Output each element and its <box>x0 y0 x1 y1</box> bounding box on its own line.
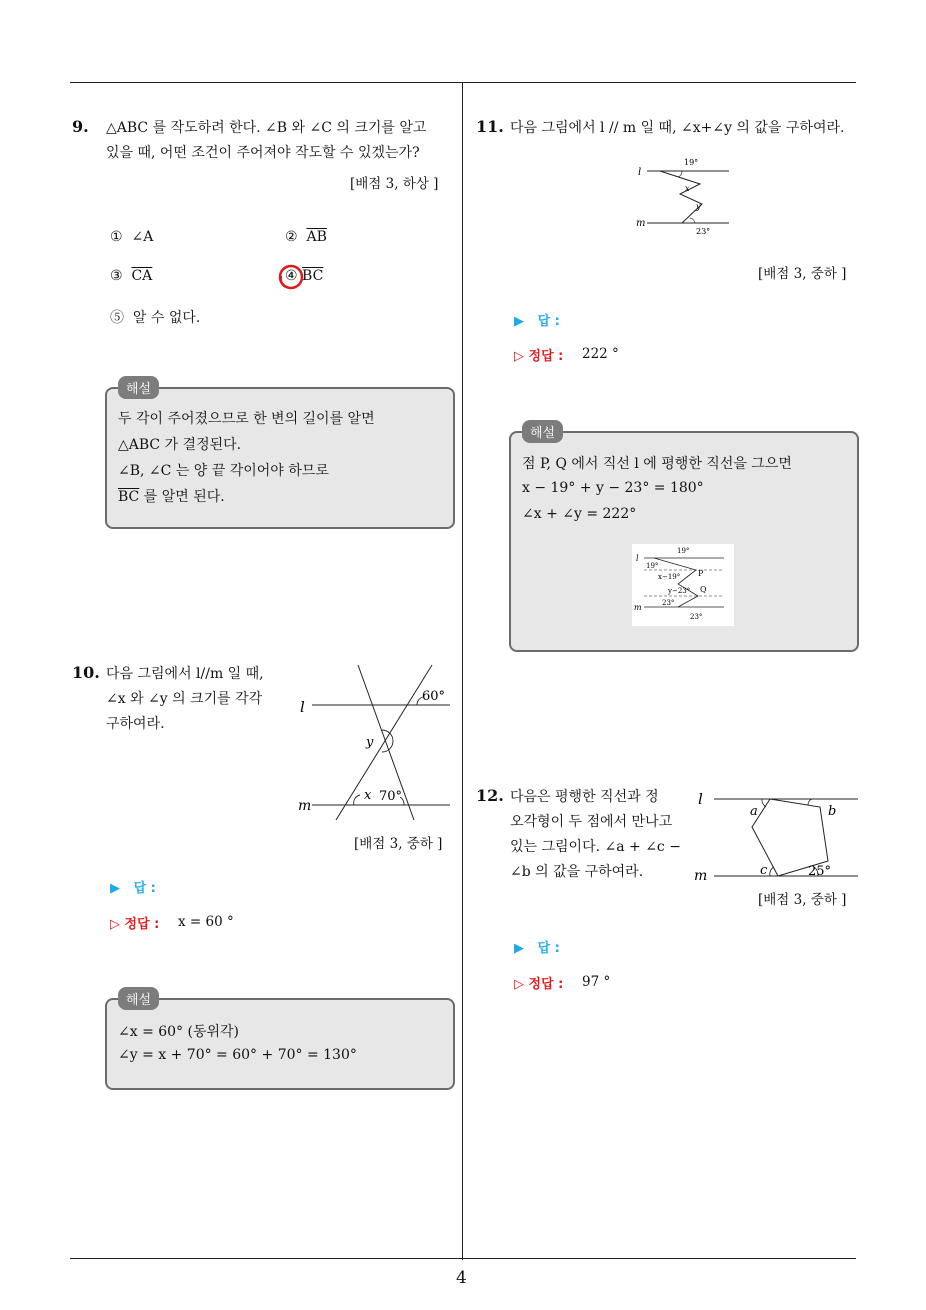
answer-triangle-icon: ▶ <box>514 941 524 956</box>
q11-correct-row: ▷ 정답 : <box>514 349 564 364</box>
q11-fig-x: x <box>685 184 690 193</box>
q12-line1: 다음은 평행한 직선과 정 <box>510 789 659 805</box>
top-rule <box>70 82 856 83</box>
q10-correct-row: ▷ 정답 : <box>110 917 160 932</box>
q10-fig-x: x <box>364 788 372 803</box>
q11-solfig-19-left: 19° <box>646 562 659 570</box>
q9-choice-2[interactable]: ② $\overline{AB}$ <box>285 229 327 245</box>
q9-solution-line1: 두 각이 주어졌으므로 한 변의 길이를 알면 <box>118 411 375 427</box>
q11-score: [배점 3, 중하 ] <box>758 266 847 282</box>
q10-line1: 다음 그림에서 l//m 일 때, <box>106 666 264 682</box>
q11-solfig-Q: Q <box>700 585 707 594</box>
q10-solution-line1: ∠x = 60° (동위각) <box>118 1024 240 1040</box>
correct-triangle-icon: ▷ <box>514 977 524 992</box>
q11-correct-value: 222 ° <box>582 346 619 362</box>
q11-solution-tag: 해설 <box>522 420 563 443</box>
q11-solution-line3: ∠x + ∠y = 222° <box>522 506 637 522</box>
bottom-rule <box>70 1258 856 1259</box>
q9-line1: △ABC 를 작도하려 한다. ∠B 와 ∠C 의 크기를 알고 <box>106 120 427 136</box>
q10-score: [배점 3, 중하 ] <box>354 836 443 852</box>
q11-solution-line1: 점 P, Q 에서 직선 l 에 평행한 직선을 그으면 <box>522 456 792 472</box>
q9-solution-line4: $\overline{BC}$ 를 알면 된다. <box>118 489 225 505</box>
q10-line2: ∠x 와 ∠y 의 크기를 각각 <box>106 691 263 707</box>
q11-solfig-m: m <box>634 603 642 612</box>
q9-choice-5[interactable]: ⑤ 알 수 없다. <box>110 310 201 326</box>
q9-score: [배점 3, 하상 ] <box>350 176 439 192</box>
q10-solution-line2: ∠y = x + 70° = 60° + 70° = 130° <box>118 1047 357 1063</box>
q12-number: 12. <box>476 786 504 805</box>
column-divider <box>462 82 463 1260</box>
q12-answer-row[interactable]: ▶ 답 : <box>514 941 560 956</box>
q12-score: [배점 3, 중하 ] <box>758 892 847 908</box>
q12-line3: 있는 그림이다. ∠a + ∠c − <box>510 839 681 855</box>
q10-number: 10. <box>72 663 100 682</box>
q12-line2: 오각형이 두 점에서 만나고 <box>510 814 673 830</box>
q10-line3: 구하여라. <box>106 716 165 732</box>
q11-fig-23: 23° <box>696 227 711 236</box>
q10-fig-y: y <box>366 735 374 750</box>
q10-correct-value: x = 60 ° <box>178 914 234 930</box>
q11-fig-y: y <box>696 202 701 211</box>
q9-choice-3[interactable]: ③ $\overline{CA}$ <box>110 268 153 284</box>
q10-figure <box>292 660 457 820</box>
q11-solfig-19-top: 19° <box>677 547 690 555</box>
q12-fig-25: 25° <box>808 864 832 879</box>
answer-triangle-icon: ▶ <box>110 881 120 896</box>
q10-solution-tag: 해설 <box>118 987 159 1010</box>
q11-fig-19: 19° <box>684 158 699 167</box>
q11-solfig-P: P <box>698 569 704 578</box>
q10-fig-70: 70° <box>379 789 403 804</box>
q11-fig-l: l <box>638 167 642 178</box>
q12-correct-value: 97 ° <box>582 974 611 990</box>
q10-fig-l: l <box>300 698 305 716</box>
q11-solfig-23-bottom: 23° <box>690 613 703 621</box>
q11-solfig-y-23: y−23° <box>668 587 691 595</box>
q11-line1: 다음 그림에서 l // m 일 때, ∠x+∠y 의 값을 구하여라. <box>510 120 845 136</box>
q11-solution-figure <box>632 544 734 626</box>
q9-choice-1[interactable]: ① ∠A <box>110 229 154 245</box>
correct-triangle-icon: ▷ <box>110 917 120 932</box>
page-number: 4 <box>456 1268 467 1288</box>
q12-fig-b: b <box>828 804 837 819</box>
q11-answer-row[interactable]: ▶ 답 : <box>514 314 560 329</box>
q12-figure <box>690 785 860 885</box>
q11-number: 11. <box>476 117 504 136</box>
q11-solfig-x-19: x−19° <box>658 573 681 581</box>
q10-answer-row[interactable]: ▶ 답 : <box>110 881 156 896</box>
q10-solution-box <box>105 998 455 1090</box>
q12-correct-row: ▷ 정답 : <box>514 977 564 992</box>
q9-choice-4[interactable]: ④ $\overline{BC}$ <box>285 268 324 284</box>
q9-solution-line3: ∠B, ∠C 는 양 끝 각이어야 하므로 <box>118 463 329 479</box>
selected-answer-circle <box>276 261 306 293</box>
q9-solution-line2: △ABC 가 결정된다. <box>118 437 242 453</box>
q12-fig-l: l <box>698 790 703 808</box>
answer-triangle-icon: ▶ <box>514 314 524 329</box>
q9-solution-tag: 해설 <box>118 376 159 399</box>
q11-solfig-l: l <box>636 554 639 563</box>
q12-fig-a: a <box>750 804 758 819</box>
q9-line2: 있을 때, 어떤 조건이 주어져야 작도할 수 있겠는가? <box>106 145 420 161</box>
q11-fig-m: m <box>636 218 646 229</box>
q10-fig-60: 60° <box>422 689 446 704</box>
q10-fig-m: m <box>298 798 312 814</box>
q11-solution-line2: x − 19° + y − 23° = 180° <box>522 480 704 496</box>
q12-line4: ∠b 의 값을 구하여라. <box>510 864 644 880</box>
correct-triangle-icon: ▷ <box>514 349 524 364</box>
q12-fig-m: m <box>694 868 708 884</box>
q9-number: 9. <box>72 117 89 136</box>
q11-solfig-23-left: 23° <box>662 599 675 607</box>
q12-fig-c: c <box>760 863 768 878</box>
q11-figure <box>632 152 736 240</box>
